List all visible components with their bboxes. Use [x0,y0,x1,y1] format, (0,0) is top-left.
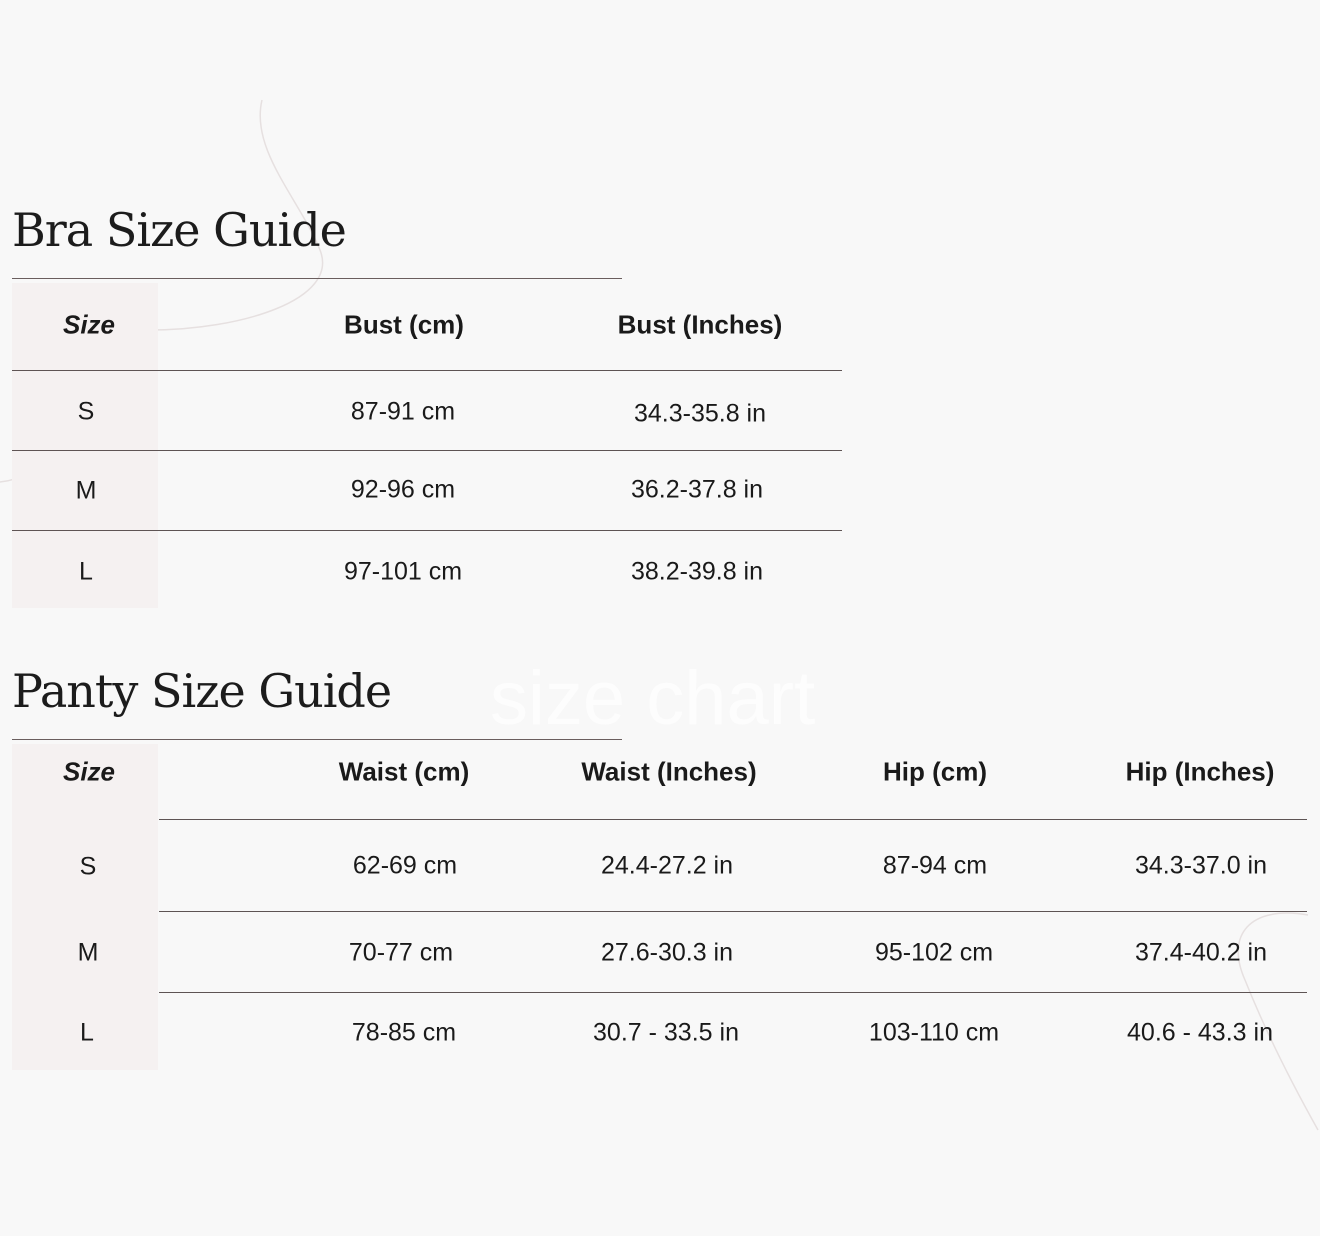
panty-waist-cm-s: 62-69 cm [352,851,458,880]
panty-hip-in-l: 40.6 - 43.3 in [1127,1018,1273,1047]
bra-title: Bra Size Guide [12,203,346,257]
bra-bust-in-l: 38.2-39.8 in [630,557,764,586]
panty-title: Panty Size Guide [12,664,392,718]
watermark-text: size chart [490,656,816,741]
panty-hip-cm-l: 103-110 cm [868,1018,1000,1047]
bra-size-m: M [75,476,97,505]
bra-size-l: L [79,557,93,586]
panty-header-hip-cm: Hip (cm) [883,756,987,787]
panty-waist-in-l: 30.7 - 33.5 in [593,1018,739,1047]
bra-title-rule [12,278,622,279]
panty-waist-in-s: 24.4-27.2 in [600,851,734,880]
bra-size-s: S [77,397,95,426]
panty-row-divider [159,911,1307,912]
bra-bust-cm-s: 87-91 cm [350,397,456,426]
panty-hip-cm-m: 95-102 cm [874,938,994,967]
bra-header-bust-cm: Bust (cm) [344,309,464,340]
panty-row-divider [159,992,1307,993]
bra-header-divider [12,370,842,371]
panty-size-m: M [77,938,99,967]
bra-row-divider [12,450,842,451]
bra-row-divider [12,530,842,531]
bra-header-size: Size [62,309,116,340]
panty-hip-in-s: 34.3-37.0 in [1134,851,1268,880]
bra-bust-cm-l: 97-101 cm [343,557,463,586]
panty-hip-in-m: 37.4-40.2 in [1134,938,1268,967]
panty-header-divider [159,819,1307,820]
bra-bust-in-m: 36.2-37.8 in [630,475,764,504]
bra-bust-in-s: 34.3-35.8 in [633,399,767,428]
panty-waist-cm-l: 78-85 cm [351,1018,457,1047]
panty-size-s: S [79,852,97,881]
panty-header-hip-inches: Hip (Inches) [1125,756,1275,787]
bra-header-bust-inches: Bust (Inches) [617,309,783,340]
panty-header-waist-cm: Waist (cm) [338,756,470,787]
panty-waist-cm-m: 70-77 cm [348,938,454,967]
panty-header-waist-inches: Waist (Inches) [581,756,757,787]
panty-waist-in-m: 27.6-30.3 in [600,938,734,967]
panty-size-l: L [80,1018,94,1047]
bra-bust-cm-m: 92-96 cm [350,475,456,504]
panty-header-size: Size [62,756,116,787]
panty-hip-cm-s: 87-94 cm [882,851,988,880]
